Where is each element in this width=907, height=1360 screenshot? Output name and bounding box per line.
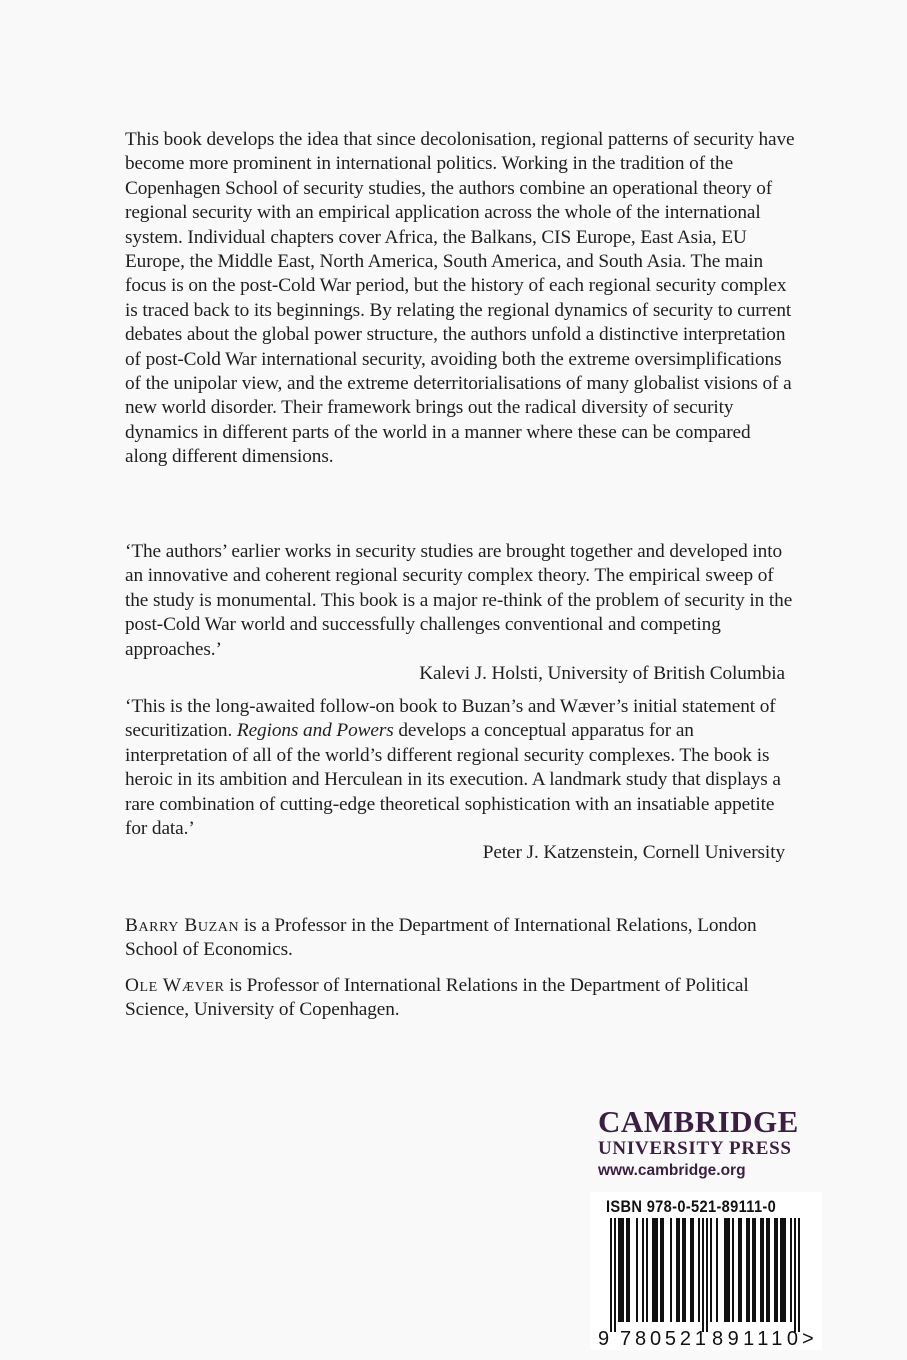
barcode-lead-digit: 9	[598, 1328, 610, 1348]
barcode-bar	[614, 1218, 616, 1332]
review-quote-text	[125, 695, 795, 841]
barcode-bar	[626, 1218, 628, 1322]
review-attribution: Kalevi J. Holsti, University of British Columbia	[419, 663, 785, 685]
barcode-bar	[662, 1218, 664, 1322]
author-bio-text	[125, 914, 795, 963]
barcode-bar	[752, 1218, 754, 1322]
barcode-bar	[784, 1218, 786, 1322]
barcode-bar	[618, 1218, 620, 1322]
barcode-bar	[642, 1218, 644, 1322]
barcode-bar	[728, 1218, 730, 1322]
barcode-bar	[748, 1218, 750, 1322]
barcode-bar	[678, 1218, 680, 1322]
barcode-bar	[706, 1218, 708, 1332]
barcode-bar	[760, 1218, 762, 1322]
barcode-bar	[780, 1218, 782, 1322]
barcode-bar	[766, 1218, 768, 1322]
quote-text-after: develops a conceptual apparatus for an interpretation of all of the world’s different regional security complexes. The book is heroic in its ambition and Herculean in its execution. A landmark study that displays a rare combination of cutting-edge theoretical sophistication with an insatiable appetite for data.’	[125, 720, 781, 840]
barcode-bar	[656, 1218, 658, 1322]
barcode-bar	[660, 1218, 662, 1322]
publisher-url: www.cambridge.org	[598, 1162, 746, 1179]
barcode-bar	[710, 1218, 712, 1322]
review-quote-holsti	[125, 540, 795, 686]
publisher-name: CAMBRIDGE	[598, 1104, 799, 1139]
barcode-bar	[768, 1218, 770, 1322]
author-name: Ole Wæver	[125, 975, 225, 996]
barcode-bar	[794, 1218, 796, 1332]
barcode-bar	[676, 1218, 678, 1322]
barcode-bar	[782, 1218, 784, 1322]
review-quote-text: ‘The authors’ earlier works in security studies are brought together and developed into an innovative and coherent regional security complex theory. The empirical sweep of the study is monumental. This book is a major re-think of the problem of security in the post-Cold War world and successfully challenges conventional and competing approaches.’	[125, 541, 793, 660]
barcode-bar	[762, 1218, 764, 1322]
barcode-bar	[716, 1218, 718, 1322]
author-bio-waever	[125, 974, 795, 1023]
book-description	[125, 128, 795, 470]
barcode-bar	[746, 1218, 748, 1322]
barcode-bar	[620, 1218, 622, 1322]
barcode-bar	[726, 1218, 728, 1322]
barcode-bar	[654, 1218, 656, 1322]
barcode-right-digits: 891110	[712, 1328, 798, 1348]
barcode-quiet-mark: >	[802, 1328, 814, 1348]
barcode-bar	[682, 1218, 684, 1322]
barcode-bar	[774, 1218, 776, 1322]
barcode-bar	[670, 1218, 672, 1322]
barcode-bar	[732, 1218, 734, 1322]
author-bio: is a Professor in the Department of International Relations, London School of Economics.	[125, 915, 757, 961]
barcode-bar	[684, 1218, 686, 1322]
review-quote-katzenstein	[125, 695, 795, 866]
isbn-label: ISBN 978-0-521-89111-0	[606, 1197, 777, 1216]
barcode-bar	[690, 1218, 692, 1322]
barcode-bar	[698, 1218, 700, 1322]
barcode-bar	[610, 1218, 612, 1332]
barcode-bar	[740, 1218, 742, 1322]
publisher-subtitle: UNIVERSITY PRESS	[598, 1138, 792, 1159]
barcode-bar	[776, 1218, 778, 1322]
barcode-bar	[652, 1218, 654, 1322]
author-name: Barry Buzan	[125, 915, 240, 936]
barcode-bar	[628, 1218, 630, 1322]
review-attribution: Peter J. Katzenstein, Cornell University	[482, 842, 785, 864]
barcode-left-digits: 780521	[620, 1328, 706, 1348]
barcode-bar	[724, 1218, 726, 1322]
author-bio-buzan	[125, 914, 795, 963]
barcode-bar	[636, 1218, 638, 1322]
barcode-bars	[610, 1218, 800, 1332]
author-bio: is Professor of International Relations in the Department of Political Science, University of Copenhagen.	[125, 975, 749, 1021]
barcode-bar	[754, 1218, 756, 1322]
barcode-bar	[622, 1218, 624, 1322]
barcode-bar	[692, 1218, 694, 1322]
isbn-barcode	[596, 1218, 816, 1348]
barcode-bar	[790, 1218, 792, 1322]
description-text: This book develops the idea that since decolonisation, regional patterns of security have become more prominent in international politics. Working in the tradition of the Copenhagen School of security studies, the authors combine an operational theory of regional security with an empirical application across the whole of the international system. Individual chapters cover Africa, the Balkans, CIS Europe, East Asia, EU Europe, the Middle East, North America, South America, and South Asia. The main focus is on the post-Cold War period, but the history of each regional security complex is traced back to its beginnings. By relating the regional dynamics of security to current debates about the global power structure, the authors unfold a distinctive interpretation of post-Cold War international security, avoiding both the extreme oversimplifications of the unipolar view, and the extreme deterritorialisations of many globalist visions of a new world disorder. Their framework brings out the radical diversity of security dynamics in different parts of the world in a manner where these can be compared along different dimensions.	[125, 129, 795, 468]
barcode-bar	[798, 1218, 800, 1332]
publisher-logo	[598, 1106, 828, 1182]
book-title-italic: Regions and Powers	[236, 720, 394, 742]
quote-text-before: ‘This is the long-awaited follow-on book to Buzan’s and Wæver’s initial statement of securitization.	[125, 696, 776, 742]
author-bio-text	[125, 974, 795, 1023]
barcode-bar	[646, 1218, 648, 1322]
barcode-bar	[738, 1218, 740, 1322]
barcode-bar	[702, 1218, 704, 1332]
